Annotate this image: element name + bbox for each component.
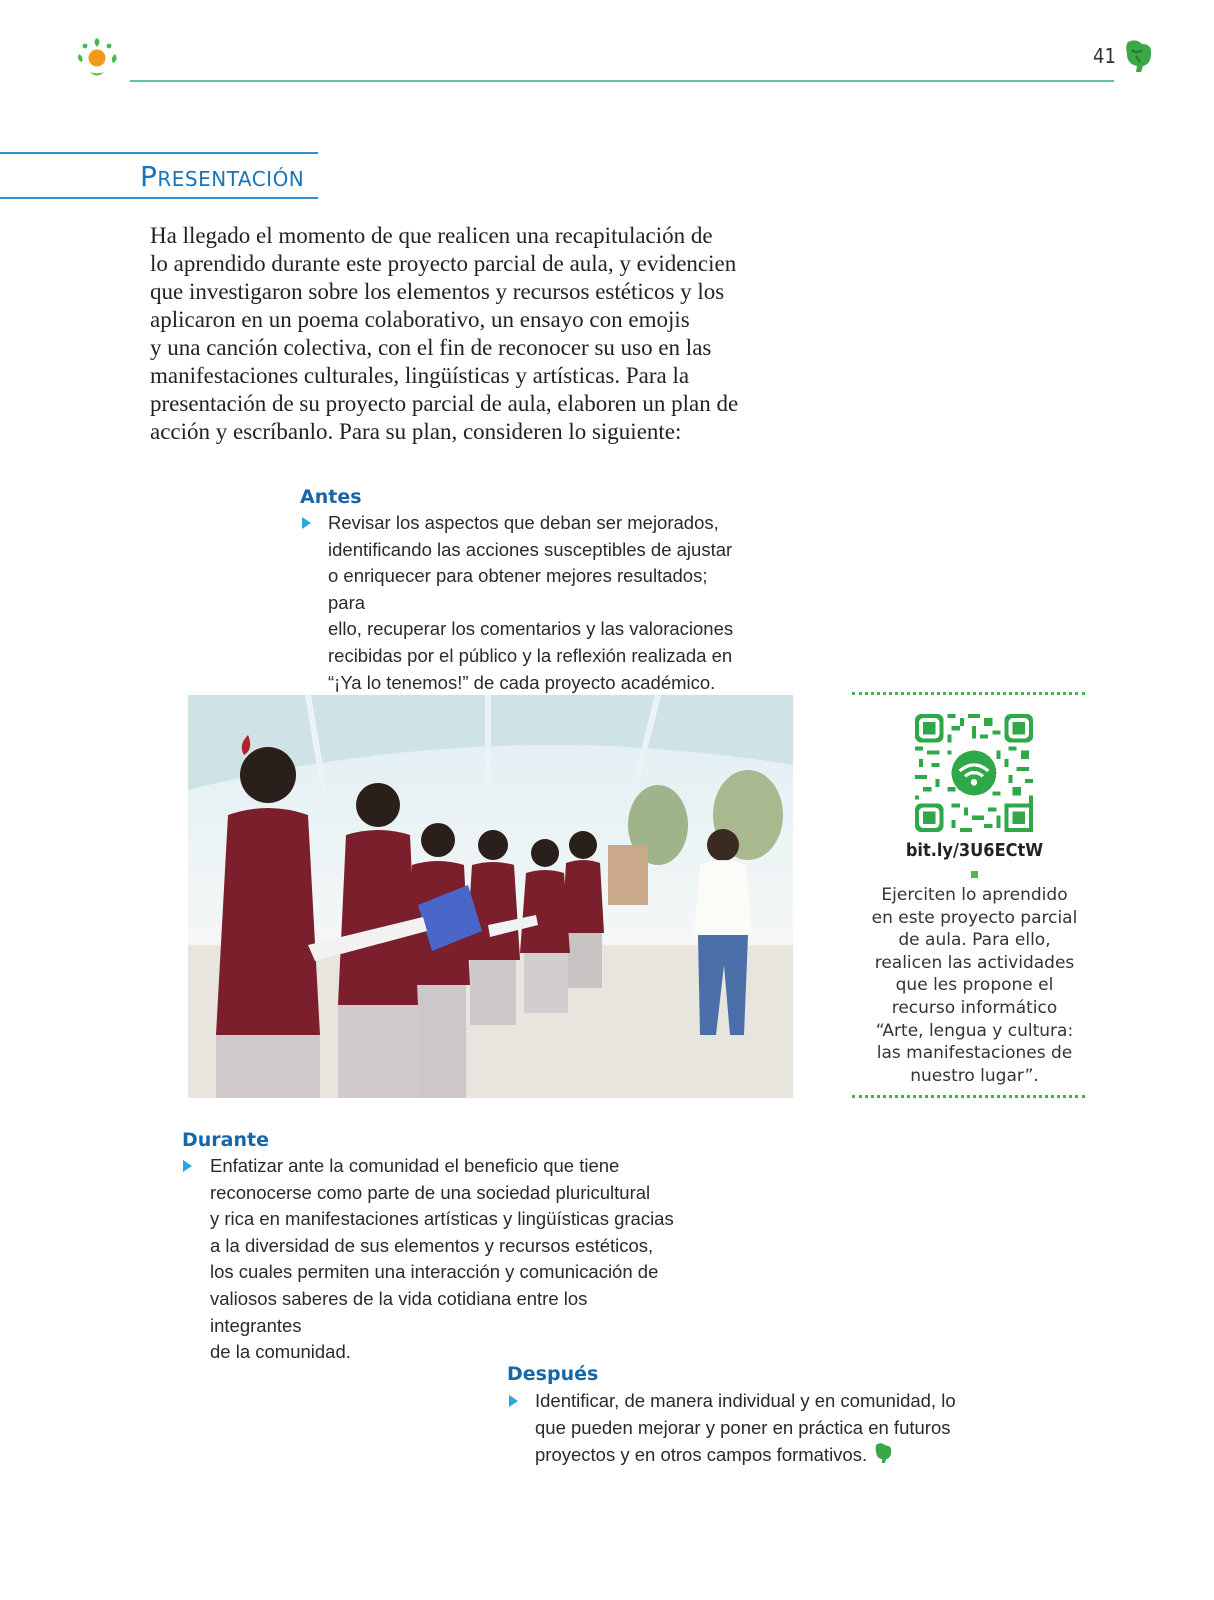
bullet-arrow-icon [509,1395,518,1407]
despues-line [535,1441,975,1473]
durante-line: los cuales permiten una interacción y comunicación de [210,1261,659,1283]
green-square-marker [971,871,978,878]
durante-line: y rica en manifestaciones artísticas y lingüísticas gracias [210,1208,674,1230]
antes-line: ello, recuperar los comentarios y las valoraciones [328,618,734,640]
green-glyph-icon [873,1441,893,1473]
sidebar-line: Ejerciten lo aprendido [881,885,1068,905]
sidebar-line: “Arte, lengua y cultura: [875,1020,1074,1041]
qr-code-icon[interactable] [915,714,1033,832]
bullet-arrow-icon [183,1160,192,1172]
sidebar-line: las manifestaciones de [876,1043,1073,1064]
durante-line: valiosos saberes de la vida cotidiana entre los integrantes [210,1287,588,1336]
durante-heading: Durante [182,1129,269,1151]
students-photo [188,695,793,1098]
despues-line-text: proyectos y en otros campos formativos. [535,1444,868,1466]
despues-bullet-text [535,1388,975,1473]
flower-logo-icon [72,32,124,84]
sidebar-line: realicen las actividades [874,952,1075,973]
despues-line: Identificar, de manera individual y en comunidad, lo [535,1390,956,1411]
durante-line: Enfatizar ante la comunidad el beneficio que tiene [210,1155,620,1176]
sidebar-dotted-rule-top [852,692,1085,695]
title-rule-bottom [0,197,318,199]
durante-line: reconocerse como parte de una sociedad pluricultural [210,1181,651,1203]
intro-line: presentación de su proyecto parcial de aula, elaboren un plan de [150,391,739,416]
sidebar-line: recurso informático [891,997,1058,1018]
antes-line: Revisar los aspectos que deban ser mejorados, [328,512,719,533]
intro-line: manifestaciones culturales, lingüísticas y artísticas. Para la [150,363,690,388]
sidebar-dotted-rule-bottom [852,1095,1085,1098]
section-title: Presentación [140,160,305,193]
antes-line: identificando las acciones susceptibles de ajustar [328,538,733,560]
sidebar-text [862,884,1087,1087]
intro-paragraph [150,222,750,446]
resource-link[interactable]: bit.ly/3U6ECtW [905,840,1044,861]
sidebar-line: en este proyecto parcial [871,907,1078,928]
page-number: 41 [1093,44,1116,68]
antes-bullet-text [328,510,748,696]
durante-line: de la comunidad. [210,1341,351,1363]
green-glyph-icon [1122,38,1154,74]
sidebar-line: que les propone el [895,975,1054,996]
antes-line: recibidas por el público y la reflexión realizada en [328,644,733,666]
intro-line: que investigaron sobre los elementos y recursos estéticos y los [150,279,725,304]
sidebar-line: de aula. Para ello, [898,930,1051,951]
despues-line: que pueden mejorar y poner en práctica en futuros [535,1416,951,1438]
bullet-arrow-icon [302,517,311,529]
antes-line: o enriquecer para obtener mejores resultados; para [328,565,708,613]
intro-line: aplicaron en un poema colaborativo, un ensayo con emojis [150,307,690,332]
durante-line: a la diversidad de sus elementos y recursos estéticos, [210,1234,654,1256]
title-rule-top [0,152,318,154]
intro-line: acción y escríbanlo. Para su plan, consideren lo siguiente: [150,419,682,444]
header-rule [130,80,1114,82]
despues-heading: Después [507,1363,599,1385]
durante-bullet-text [210,1153,680,1366]
intro-line: y una canción colectiva, con el fin de reconocer su uso en las [150,335,712,360]
intro-line: lo aprendido durante este proyecto parcial de aula, y evidencien [150,251,737,276]
antes-line: “¡Ya lo tenemos!” de cada proyecto académico. [328,671,716,693]
intro-line: Ha llegado el momento de que realicen una recapitulación de [150,223,713,248]
sidebar-line: nuestro lugar”. [910,1065,1039,1086]
antes-heading: Antes [300,486,362,508]
